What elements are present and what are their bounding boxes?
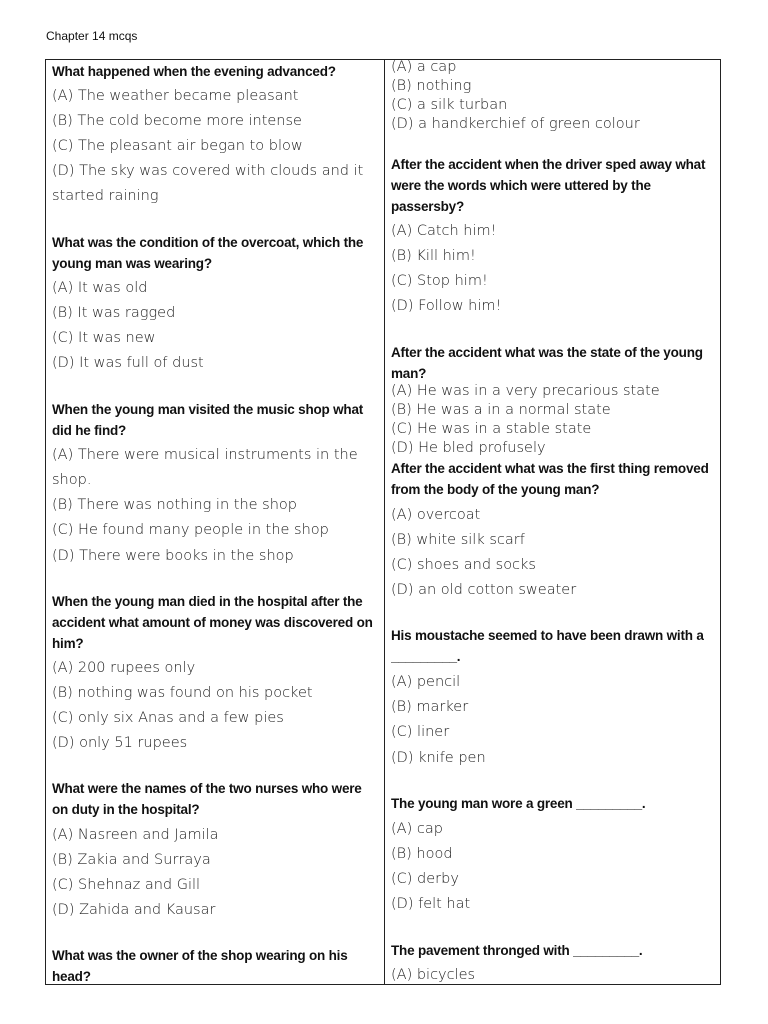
question-text: What were the names of the two nurses who were on duty in the hospital? [52, 781, 362, 817]
option: (C) Shehnaz and Gill [52, 877, 201, 893]
option: (D) knife pen [391, 750, 486, 766]
option: (A) The weather became pleasant [52, 88, 299, 104]
page-title: Chapter 14 mcqs [46, 29, 138, 43]
option: (B) He was a in a normal state [391, 402, 611, 418]
option: (B) Kill him! [391, 248, 476, 264]
option: (D) a handkerchief of green colour [391, 116, 640, 132]
option: (C) It was new [52, 330, 156, 346]
mcq-table [45, 59, 721, 985]
question-text: His moustache seemed to have been drawn with a _________. [391, 628, 704, 664]
option: (D) The sky was covered with clouds and it started raining [52, 163, 364, 204]
option: (D) Follow him! [391, 298, 502, 314]
option: (B) white silk scarf [391, 532, 525, 548]
option: (C) only six Anas and a few pies [52, 710, 284, 726]
option: (D) He bled profusely [391, 440, 546, 456]
option: (C) The pleasant air began to blow [52, 138, 303, 154]
question-text: After the accident what was the first thing removed from the body of the young man? [391, 461, 709, 497]
question-text: After the accident when the driver sped away what were the words which were uttered by the passersby? [391, 157, 706, 214]
option: (A) It was old [52, 280, 148, 296]
option: (A) cap [391, 821, 443, 837]
option: (B) marker [391, 699, 469, 715]
option: (A) Catch him! [391, 223, 497, 239]
option: (D) There were books in the shop [52, 548, 294, 564]
column-divider [384, 60, 385, 984]
option: (C) shoes and socks [391, 557, 536, 573]
option: (B) It was ragged [52, 305, 176, 321]
option: (A) a cap [391, 60, 457, 75]
question-text: The pavement thronged with _________. [391, 943, 643, 958]
question-text: What was the owner of the shop wearing on his head? [52, 948, 348, 984]
option: (A) He was in a very precarious state [391, 383, 660, 399]
question-text: When the young man died in the hospital after the accident what amount of money was discovered on him? [52, 594, 373, 651]
option: (C) liner [391, 724, 450, 740]
question-text: After the accident what was the state of the young man? [391, 345, 703, 381]
option: (A) There were musical instruments in the shop. [52, 447, 358, 488]
option: (A) overcoat [391, 507, 481, 523]
option: (B) The cold become more intense [52, 113, 302, 129]
option: (D) felt hat [391, 896, 471, 912]
question-text: What happened when the evening advanced? [52, 64, 336, 79]
option: (C) derby [391, 871, 459, 887]
option: (D) an old cotton sweater [391, 582, 577, 598]
option: (A) bicycles [391, 967, 476, 983]
option: (B) There was nothing in the shop [52, 497, 297, 513]
option: (C) Stop him! [391, 273, 488, 289]
question-text: What was the condition of the overcoat, which the young man was wearing? [52, 235, 364, 271]
option: (B) hood [391, 846, 453, 862]
option: (A) 200 rupees only [52, 660, 196, 676]
option: (B) nothing [391, 78, 472, 94]
right-column [391, 60, 716, 984]
question-text: When the young man visited the music shop what did he find? [52, 402, 364, 438]
option: (D) It was full of dust [52, 355, 204, 371]
option: (C) He found many people in the shop [52, 522, 329, 538]
option: (B) Zakia and Surraya [52, 852, 211, 868]
option: (B) nothing was found on his pocket [52, 685, 313, 701]
option: (D) Zahida and Kausar [52, 902, 216, 918]
option: (A) Nasreen and Jamila [52, 827, 219, 843]
question-text: The young man wore a green _________. [391, 796, 646, 811]
left-column [52, 60, 378, 984]
option: (D) only 51 rupees [52, 735, 188, 751]
option: (A) pencil [391, 674, 461, 690]
option: (C) He was in a stable state [391, 421, 592, 437]
option: (C) a silk turban [391, 97, 508, 113]
